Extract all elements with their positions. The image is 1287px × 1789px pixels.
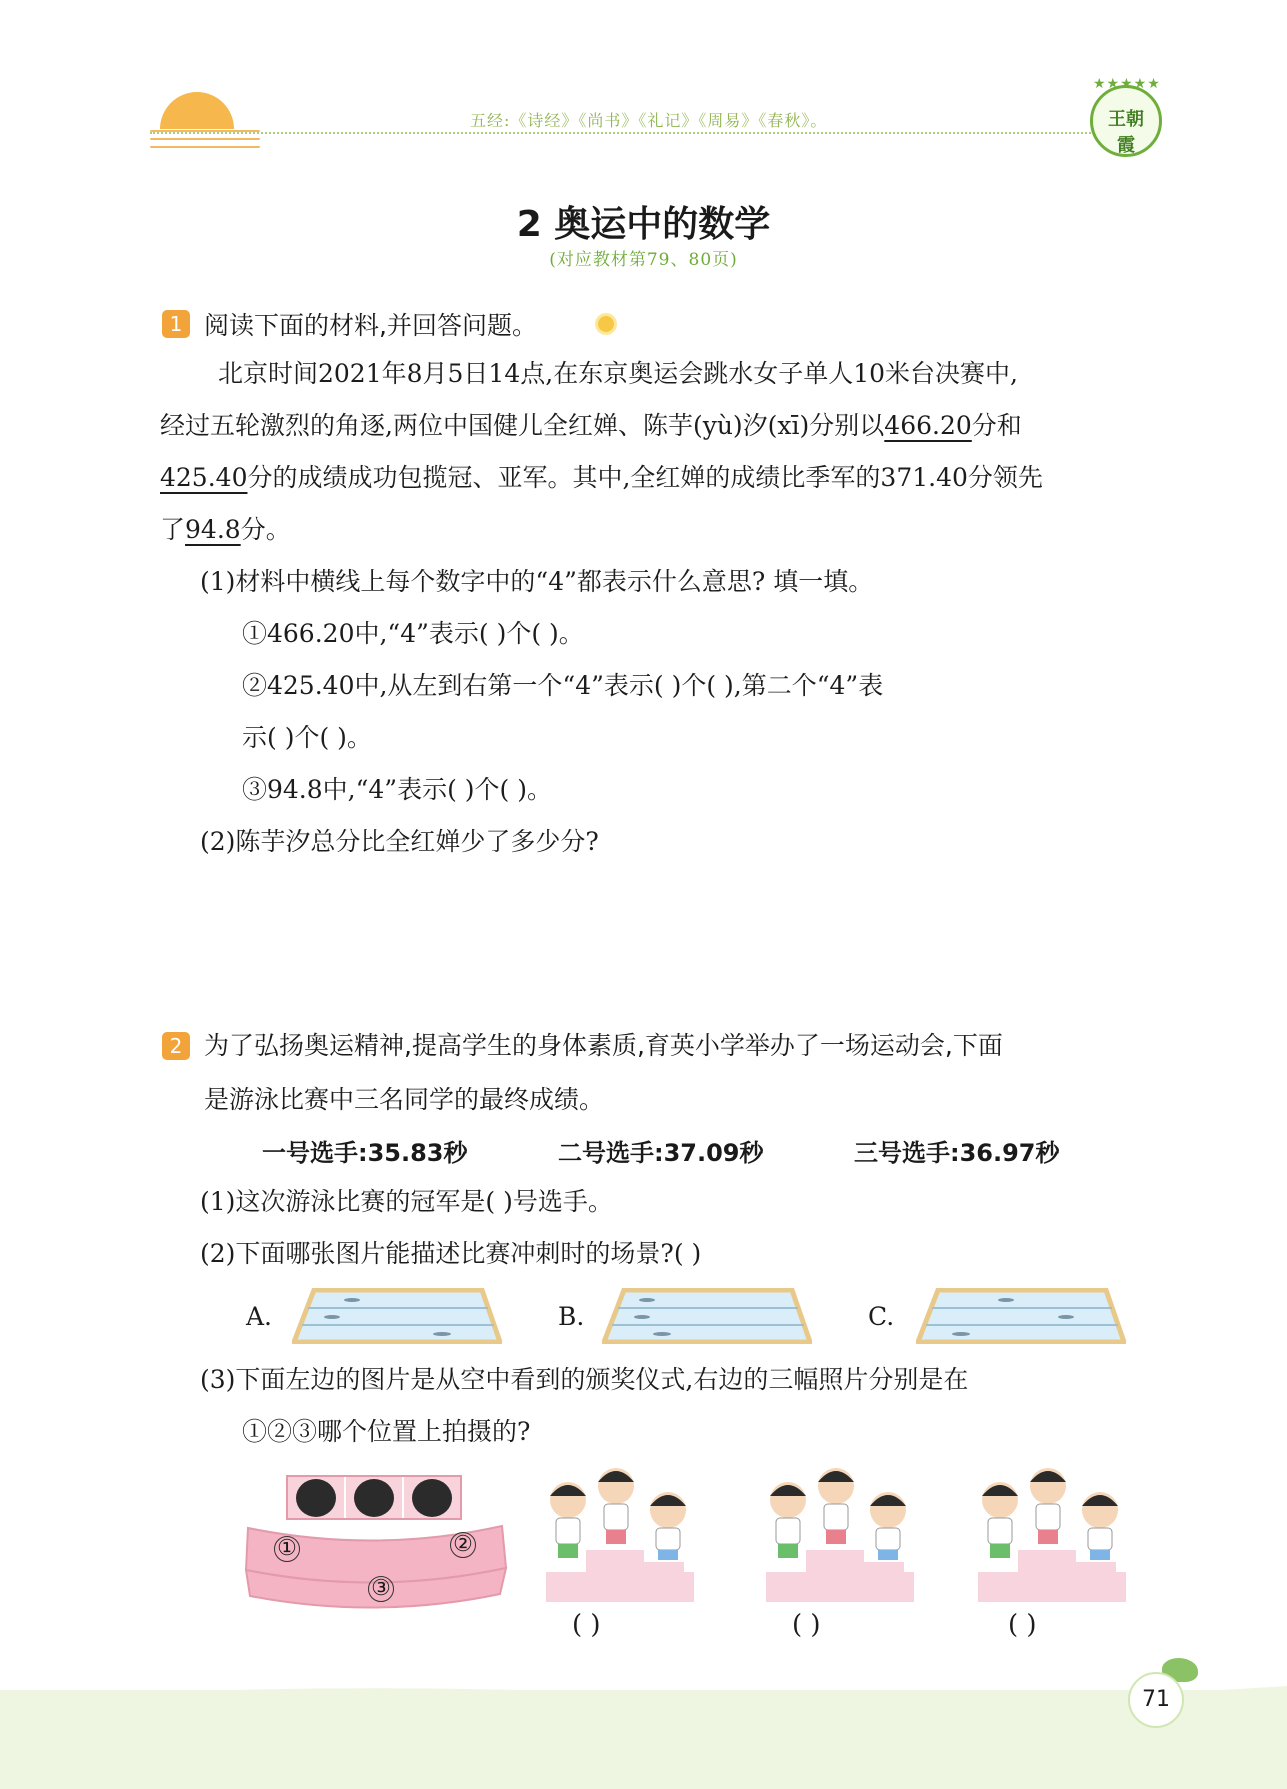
head-icon bbox=[354, 1479, 394, 1517]
pool-option-c bbox=[916, 1288, 1126, 1344]
q1-sub-question-1-b-line-2: 示( )个( )。 bbox=[242, 723, 372, 752]
question-1-title: 阅读下面的材料,并回答问题。 bbox=[204, 311, 537, 340]
position-2-label: ② bbox=[450, 1532, 476, 1558]
page-title: 2 奥运中的数学 bbox=[516, 204, 771, 245]
q1-sub-question-1: (1)材料中横线上每个数字中的“4”都表示什么意思? 填一填。 bbox=[200, 567, 874, 596]
header-motto: 五经:《诗经》《尚书》《礼记》《周易》《春秋》。 bbox=[470, 111, 828, 130]
question-2-title-line-1: 为了弘扬奥运精神,提高学生的身体素质,育英小学举办了一场运动会,下面 bbox=[204, 1031, 1003, 1060]
photo-cell bbox=[404, 1477, 460, 1518]
lightbulb-icon bbox=[598, 316, 614, 332]
badge-stars: ★★★★★ bbox=[1093, 76, 1161, 92]
podium-photo-1 bbox=[544, 1464, 696, 1604]
q1-paragraph-line-1: 北京时间2021年8月5日14点,在东京奥运会跳水女子单人10米台决赛中, bbox=[218, 359, 1018, 388]
question-2-number: 2 bbox=[162, 1032, 190, 1060]
q1-paragraph-line-3 bbox=[160, 452, 1043, 504]
answer-blank-photo-1[interactable]: ( ) bbox=[572, 1610, 601, 1640]
header-rule bbox=[150, 132, 1095, 134]
q1-sub-question-2: (2)陈芋汐总分比全红婵少了多少分? bbox=[200, 827, 599, 856]
podium-photo-3 bbox=[976, 1464, 1128, 1604]
aerial-photo-strip bbox=[286, 1475, 462, 1520]
q1-sub-question-1-c: ③94.8中,“4”表示( )个( )。 bbox=[242, 775, 552, 804]
sun-lines-decoration bbox=[150, 130, 260, 160]
q1-sub-question-1-a: ①466.20中,“4”表示( )个( )。 bbox=[242, 619, 584, 648]
text-segment: 分的成绩成功包揽冠、亚军。其中,全红婵的成绩比季军的371.40分领先 bbox=[247, 463, 1043, 492]
podium-photo-2 bbox=[764, 1464, 916, 1604]
position-3-label: ③ bbox=[368, 1576, 394, 1602]
q1-paragraph-line-4 bbox=[160, 504, 291, 556]
answer-blank-photo-3[interactable]: ( ) bbox=[1008, 1610, 1037, 1640]
head-icon bbox=[296, 1479, 336, 1517]
question-1-number: 1 bbox=[162, 310, 190, 338]
pool-option-b bbox=[602, 1288, 812, 1344]
page-subtitle: (对应教材第79、80页) bbox=[549, 250, 738, 270]
q1-paragraph-line-2 bbox=[160, 400, 1022, 452]
result-player-1: 一号选手:35.83秒 bbox=[262, 1139, 468, 1167]
option-b-label: B. bbox=[558, 1302, 585, 1331]
page-number: 71 bbox=[1128, 1672, 1184, 1728]
text-segment: 分。 bbox=[240, 515, 291, 544]
answer-blank-photo-2[interactable]: ( ) bbox=[792, 1610, 821, 1640]
q1-sub-question-1-b-line-1: ②425.40中,从左到右第一个“4”表示( )个( ),第二个“4”表 bbox=[242, 671, 884, 700]
underlined-number: 425.40 bbox=[160, 463, 248, 492]
sun-decoration bbox=[160, 92, 234, 129]
question-2-title-line-2: 是游泳比赛中三名同学的最终成绩。 bbox=[204, 1085, 605, 1114]
q2-sub-question-2: (2)下面哪张图片能描述比赛冲刺时的场景?( ) bbox=[200, 1239, 702, 1268]
q2-sub-question-3-line-1: (3)下面左边的图片是从空中看到的颁奖仪式,右边的三幅照片分别是在 bbox=[200, 1365, 969, 1394]
photo-cell bbox=[346, 1477, 404, 1518]
text-segment: 了 bbox=[160, 515, 186, 544]
q2-sub-question-3-line-2: ①②③哪个位置上拍摄的? bbox=[242, 1417, 531, 1446]
photo-cell bbox=[288, 1477, 346, 1518]
option-a-label: A. bbox=[246, 1302, 273, 1331]
option-c-label: C. bbox=[868, 1302, 895, 1331]
underlined-number: 94.8 bbox=[185, 515, 241, 544]
text-segment: 分和 bbox=[971, 411, 1022, 440]
underlined-number: 466.20 bbox=[884, 411, 972, 440]
q2-sub-question-1: (1)这次游泳比赛的冠军是( )号选手。 bbox=[200, 1187, 613, 1216]
pool-option-a bbox=[292, 1288, 502, 1344]
text-segment: 经过五轮激烈的角逐,两位中国健儿全红婵、陈芋(yù)汐(xī)分别以 bbox=[160, 411, 885, 440]
result-player-2: 二号选手:37.09秒 bbox=[558, 1139, 764, 1167]
head-icon bbox=[412, 1479, 452, 1517]
badge-text: 王朝霞 bbox=[1108, 109, 1144, 156]
position-1-label: ① bbox=[274, 1536, 300, 1562]
result-player-3: 三号选手:36.97秒 bbox=[854, 1139, 1060, 1167]
footer-background bbox=[0, 1690, 1287, 1789]
